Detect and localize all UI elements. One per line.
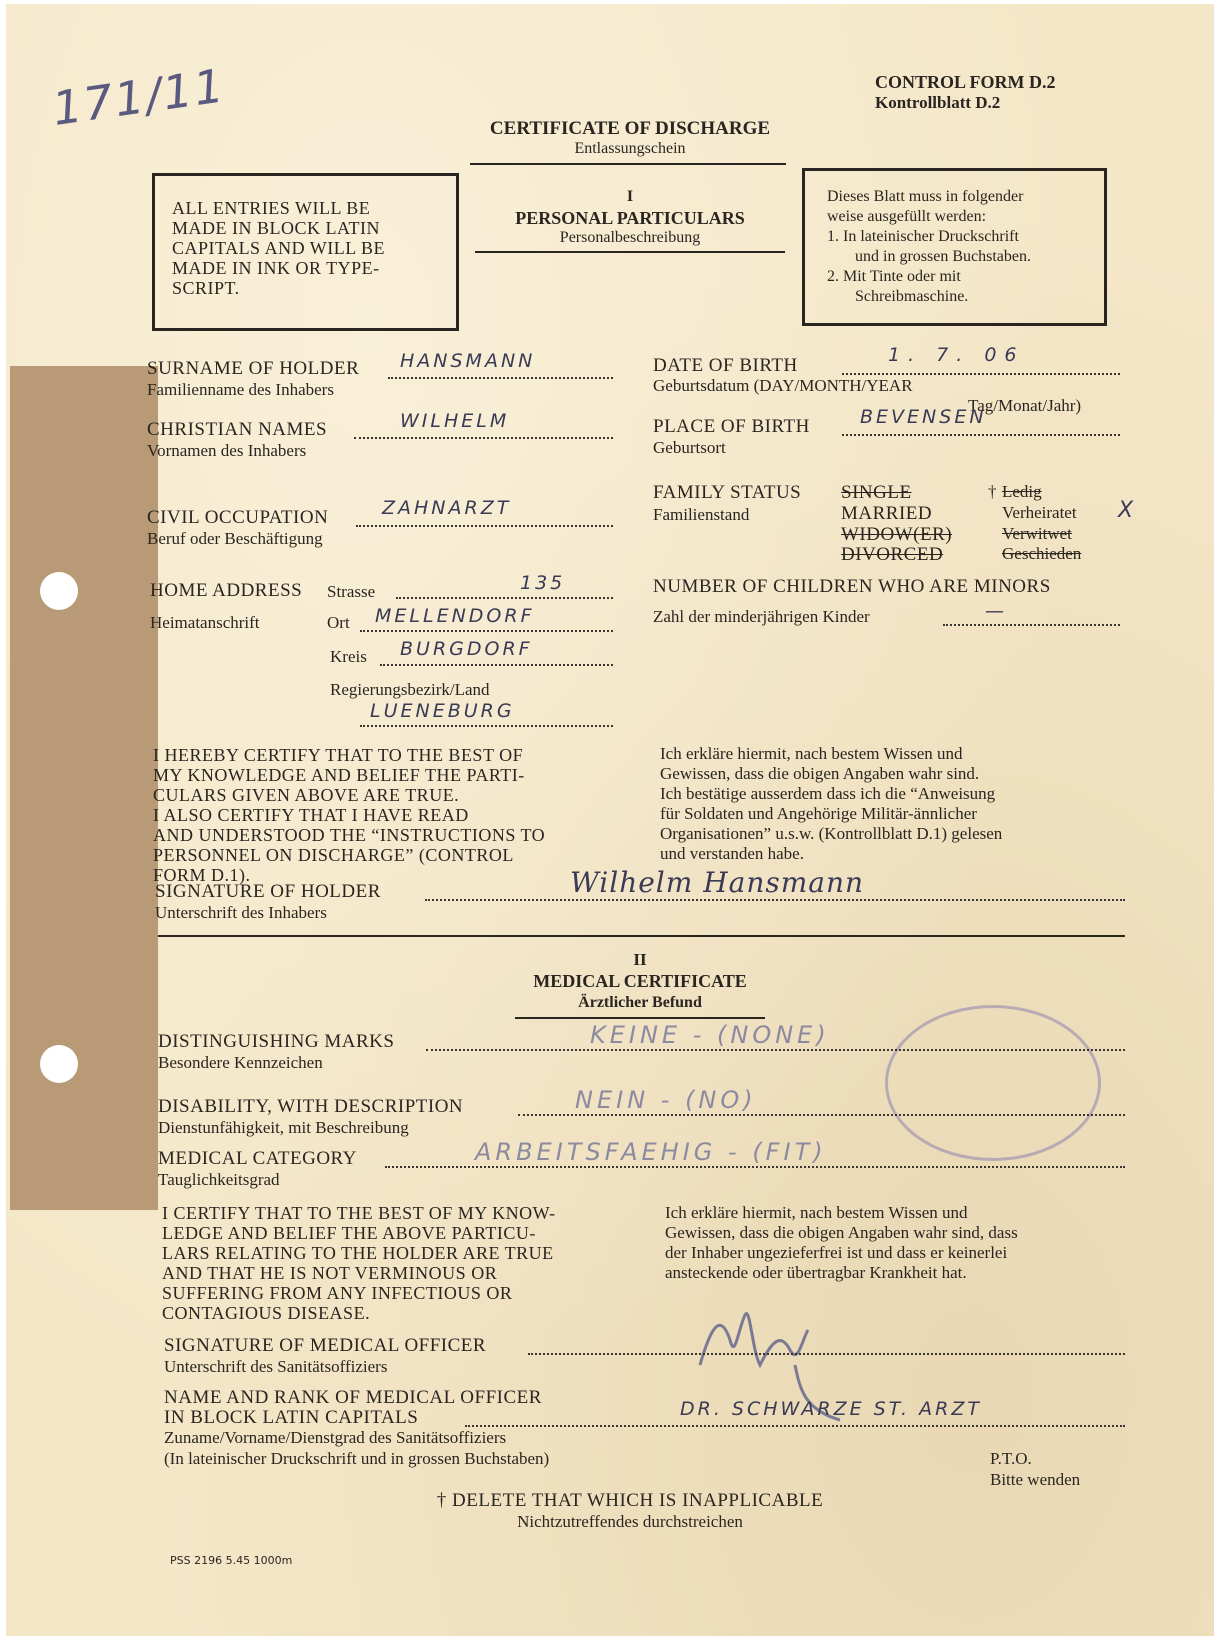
family-status-label: FAMILY STATUS <box>653 482 802 503</box>
distinguishing-marks-value: KEINE - (NONE) <box>590 1021 830 1049</box>
control-form-label: CONTROL FORM D.2 <box>875 72 1056 92</box>
surname-line <box>388 377 613 379</box>
town-value: MELLENDORF <box>375 605 535 627</box>
town-line <box>360 630 613 632</box>
certification-line: PERSONNEL ON DISCHARGE” (CONTROL <box>153 845 514 865</box>
official-stamp <box>885 1005 1101 1161</box>
place-of-birth-value: BEVENSEN <box>860 406 987 428</box>
medical-certification-en <box>162 1203 628 1323</box>
place-of-birth-label-de: Geburtsort <box>653 438 726 457</box>
region-label: Regierungsbezirk/Land <box>330 680 490 699</box>
status-verheiratet: Verheiratet <box>1002 503 1077 522</box>
children-label: NUMBER OF CHILDREN WHO ARE MINORS <box>653 576 1051 597</box>
region-value: LUENEBURG <box>370 700 515 722</box>
certification-line: CULARS GIVEN ABOVE ARE TRUE. <box>153 785 460 805</box>
punch-hole <box>40 572 78 610</box>
delete-note: † DELETE THAT WHICH IS INAPPLICABLE <box>436 1490 824 1511</box>
pto-label: P.T.O. <box>990 1449 1032 1468</box>
certification-line: der Inhaber ungezieferfrei ist und dass er keinerlei <box>665 1243 1008 1262</box>
certification-line: FORM D.1). <box>153 865 251 885</box>
children-value: — <box>985 600 1007 622</box>
status-dagger: † <box>988 482 997 501</box>
district-value: BURGDORF <box>400 638 533 660</box>
distinguishing-marks-label-de: Besondere Kennzeichen <box>158 1053 323 1072</box>
section-divider <box>158 935 1125 937</box>
section-2-number: II <box>633 950 647 969</box>
punch-hole <box>40 1045 78 1083</box>
section-1-underline <box>475 251 785 253</box>
town-label: Ort <box>327 613 350 632</box>
medical-officer-name-label: NAME AND RANK OF MEDICAL OFFICER <box>164 1387 542 1408</box>
date-of-birth-label-de: Geburtsdatum (DAY/MONTH/YEAR <box>653 376 913 395</box>
certification-line: LARS RELATING TO THE HOLDER ARE TRUE <box>162 1243 554 1263</box>
christian-names-line <box>354 437 613 439</box>
medical-category-label-de: Tauglichkeitsgrad <box>158 1170 280 1189</box>
medical-officer-name-line <box>465 1425 1125 1427</box>
date-of-birth-label: DATE OF BIRTH <box>653 355 798 376</box>
children-line <box>943 624 1120 626</box>
medical-officer-name-label-2: IN BLOCK LATIN CAPITALS <box>164 1407 419 1428</box>
home-address-label-de: Heimatanschrift <box>150 613 260 632</box>
date-of-birth-line <box>842 373 1120 375</box>
instruction-de-line: Schreibmaschine. <box>855 288 969 305</box>
title-underline <box>470 163 786 165</box>
place-of-birth-line <box>842 434 1120 436</box>
medical-category-value: ARBEITSFAEHIG - (FIT) <box>475 1138 827 1166</box>
instruction-de-number: 2. <box>827 268 839 285</box>
instruction-line: SCRIPT. <box>172 278 240 298</box>
section-2-underline <box>515 1017 765 1019</box>
instruction-de-line: Dieses Blatt muss in folgender <box>827 188 1024 205</box>
disability-value: NEIN - (NO) <box>575 1086 757 1114</box>
instructions-box-en <box>152 173 459 331</box>
document-title: CERTIFICATE OF DISCHARGE <box>489 118 771 139</box>
instruction-line: MADE IN INK OR TYPE- <box>172 258 380 278</box>
date-of-birth-format-de: Tag/Monat/Jahr) <box>968 396 1082 415</box>
certification-line: I HEREBY CERTIFY THAT TO THE BEST OF <box>153 745 524 765</box>
civil-occupation-label-de: Beruf oder Beschäftigung <box>147 529 323 548</box>
civil-occupation-label: CIVIL OCCUPATION <box>147 507 329 528</box>
instruction-de-line: und in grossen Buchstaben. <box>855 248 1031 265</box>
medical-officer-name-label-de: Zuname/Vorname/Dienstgrad des Sanitätsoffiziers <box>164 1428 507 1447</box>
certification-line: und verstanden habe. <box>660 844 804 863</box>
civil-occupation-line <box>356 525 613 527</box>
control-form-label-de: Kontrollblatt D.2 <box>875 93 1001 112</box>
medical-officer-name-value: DR. SCHWARZE ST. ARZT <box>680 1398 982 1420</box>
certification-line: für Soldaten und Angehörige Militär-ännlicher <box>660 804 977 823</box>
document-title-de: Entlassungschein <box>574 140 686 157</box>
instruction-de-line: Mit Tinte oder mit <box>843 268 961 285</box>
surname-label: SURNAME OF HOLDER <box>147 358 360 379</box>
section-1-number: I <box>626 188 634 205</box>
holder-signature-label-de: Unterschrift des Inhabers <box>155 903 327 922</box>
instruction-line: CAPITALS AND WILL BE <box>172 238 386 258</box>
status-verwitwet: Verwitwet <box>1002 524 1072 543</box>
holder-signature-label: SIGNATURE OF HOLDER <box>155 881 381 902</box>
district-line <box>380 664 613 666</box>
christian-names-label-de: Vornamen des Inhabers <box>147 441 307 460</box>
certification-line: CONTAGIOUS DISEASE. <box>162 1303 371 1323</box>
status-widower: WIDOW(ER) <box>841 524 953 545</box>
instruction-de-number: 1. <box>827 228 839 245</box>
instructions-box-de <box>802 168 1107 326</box>
certification-line: ansteckende oder übertragbar Krankheit hat. <box>665 1263 967 1282</box>
street-label: Strasse <box>327 582 376 601</box>
distinguishing-marks-label: DISTINGUISHING MARKS <box>158 1031 395 1052</box>
tape-strip <box>10 366 158 1210</box>
certification-line: Gewissen, dass die obigen Angaben wahr sind, dass <box>665 1223 1018 1242</box>
section-1-title-de: Personalbeschreibung <box>559 229 701 246</box>
holder-signature-line <box>425 899 1125 901</box>
status-single: SINGLE <box>841 482 912 503</box>
section-1-title: PERSONAL PARTICULARS <box>515 208 745 228</box>
certification-line: LEDGE AND BELIEF THE ABOVE PARTICU- <box>162 1223 536 1243</box>
instruction-de-line: weise ausgefüllt werden: <box>827 208 987 225</box>
certification-line: AND UNDERSTOOD THE “INSTRUCTIONS TO <box>153 825 546 845</box>
medical-officer-name-note-de: (In lateinischer Druckschrift und in grossen Buchstaben) <box>164 1449 550 1468</box>
certification-line: Ich erkläre hiermit, nach bestem Wissen und <box>665 1203 968 1222</box>
status-ledig: Ledig <box>1002 482 1042 501</box>
section-2-title: MEDICAL CERTIFICATE <box>533 971 747 991</box>
holder-certification-de <box>660 744 1130 864</box>
instruction-line: ALL ENTRIES WILL BE <box>172 198 371 218</box>
medical-category-line <box>385 1166 1125 1168</box>
medical-officer-signature-line <box>528 1353 1125 1355</box>
home-address-label: HOME ADDRESS <box>150 580 303 601</box>
status-selected-mark: X <box>1118 498 1137 523</box>
civil-occupation-value: ZAHNARZT <box>382 497 512 519</box>
street-value: 135 <box>520 572 566 594</box>
section-2-title-de: Ärztlicher Befund <box>578 994 702 1011</box>
certification-line: Ich bestätige ausserdem dass ich die “Anweisung <box>660 784 996 803</box>
certification-line: Gewissen, dass die obigen Angaben wahr sind. <box>660 764 980 783</box>
status-married: MARRIED <box>841 503 933 524</box>
certification-line: MY KNOWLEDGE AND BELIEF THE PARTI- <box>153 765 525 785</box>
instruction-line: MADE IN BLOCK LATIN <box>172 218 380 238</box>
place-of-birth-label: PLACE OF BIRTH <box>653 416 810 437</box>
disability-label: DISABILITY, WITH DESCRIPTION <box>158 1096 464 1117</box>
date-of-birth-value: 1. 7. 06 <box>888 344 1025 366</box>
holder-signature: Wilhelm Hansmann <box>570 866 865 899</box>
print-code: PSS 2196 5.45 1000m <box>170 1554 293 1567</box>
medical-officer-signature-label-de: Unterschrift des Sanitätsoffiziers <box>164 1357 388 1376</box>
certification-line: I ALSO CERTIFY THAT I HAVE READ <box>153 805 469 825</box>
certification-line: I CERTIFY THAT TO THE BEST OF MY KNOW- <box>162 1203 556 1223</box>
region-line <box>360 725 613 727</box>
district-label: Kreis <box>330 647 367 666</box>
medical-officer-signature-label: SIGNATURE OF MEDICAL OFFICER <box>164 1335 487 1356</box>
archive-mark: 171/11 <box>49 58 229 136</box>
certification-line: Ich erkläre hiermit, nach bestem Wissen und <box>660 744 963 763</box>
disability-line <box>518 1114 1125 1116</box>
christian-names-value: WILHELM <box>400 410 510 432</box>
street-line <box>396 597 613 599</box>
medical-category-label: MEDICAL CATEGORY <box>158 1148 357 1169</box>
disability-label-de: Dienstunfähigkeit, mit Beschreibung <box>158 1118 409 1137</box>
holder-certification-en <box>153 745 619 885</box>
surname-label-de: Familienname des Inhabers <box>147 380 334 399</box>
christian-names-label: CHRISTIAN NAMES <box>147 419 328 440</box>
certification-line: SUFFERING FROM ANY INFECTIOUS OR <box>162 1283 513 1303</box>
distinguishing-marks-line <box>426 1049 1125 1051</box>
pto-label-de: Bitte wenden <box>990 1470 1081 1489</box>
certification-line: Organisationen” u.s.w. (Kontrollblatt D.1) gelesen <box>660 824 1003 843</box>
family-status-label-de: Familienstand <box>653 505 750 524</box>
certification-line: AND THAT HE IS NOT VERMINOUS OR <box>162 1263 498 1283</box>
status-geschieden: Geschieden <box>1002 544 1082 563</box>
children-label-de: Zahl der minderjährigen Kinder <box>653 607 870 626</box>
delete-note-de: Nichtzutreffendes durchstreichen <box>517 1512 743 1531</box>
surname-value: HANSMANN <box>400 350 536 372</box>
status-divorced: DIVORCED <box>841 544 944 565</box>
instruction-de-line: In lateinischer Druckschrift <box>843 228 1019 245</box>
